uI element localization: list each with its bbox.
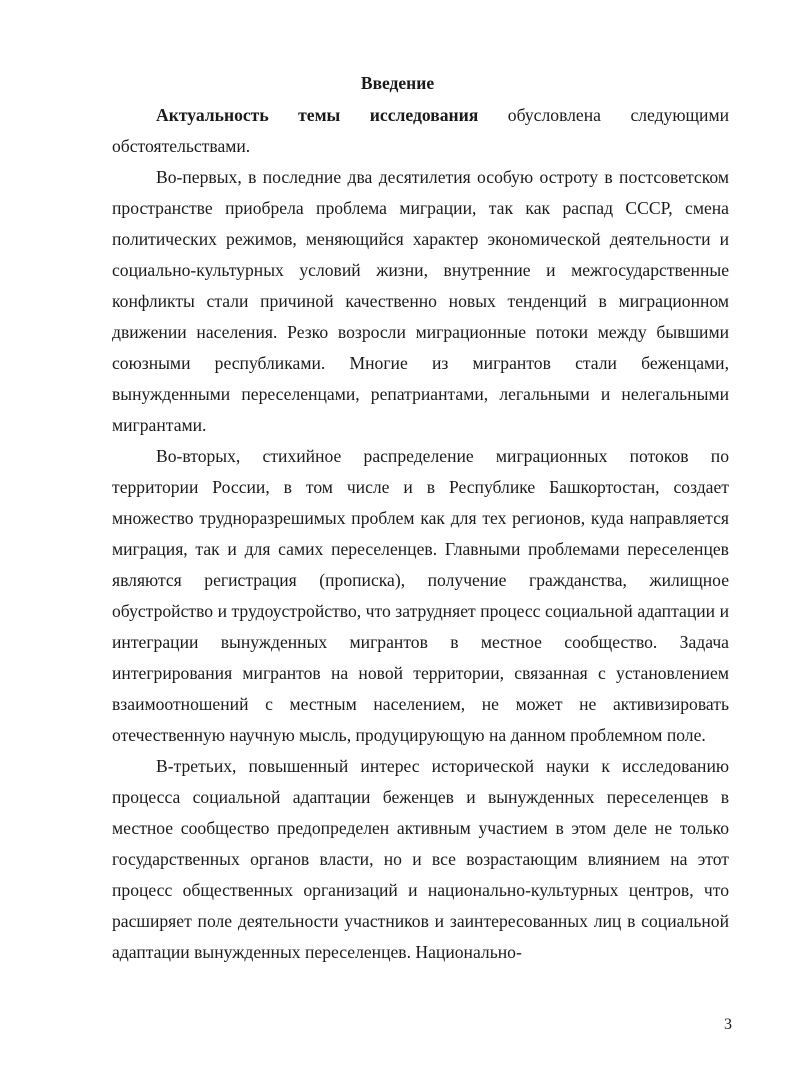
section-heading: Введение bbox=[360, 73, 435, 93]
paragraph-relevance bbox=[112, 100, 729, 162]
paragraph-text: обусловлена следующими обстоятельствами. bbox=[112, 105, 730, 156]
paragraph-lead: Актуальность темы исследования bbox=[156, 105, 479, 125]
paragraph-third: В-третьих, повышенный интерес исторической науки к исследованию процесса социальной адаптации беженцев и вынужденных переселенцев в местное сообщество предопределен активным участием в этом деле не только государственных органов власти, но и все возрастающим влиянием на этот процесс общественных организаций и национально-культурных центров, что расширяет поле деятельности участников и заинтересованных лиц в социальной адаптации вынужденных переселенцев. Национально- bbox=[112, 756, 729, 962]
paragraph-second: Во-вторых, стихийное распределение миграционных потоков по территории России, в том числе и в Республике Башкортостан, создает множество трудноразрешимых проблем как для тех регионов, куда направляется миграция, так и для самих переселенцев. Главными проблемами переселенцев являются регистрация (прописка), получение гражданства, жилищное обустройство и трудоустройство, что затрудняет процесс социальной адаптации и интеграции вынужденных мигрантов в местное сообщество. Задача интегрирования мигрантов на новой территории, связанная с установлением взаимоотношений с местным населением, не может не активизировать отечественную научную мысль, продуцирующую на данном проблемном поле. bbox=[112, 446, 729, 745]
body-text bbox=[112, 100, 729, 968]
page-number: 3 bbox=[724, 1016, 732, 1033]
paragraph-first: Во-первых, в последние два десятилетия особую остроту в постсоветском пространстве приобрела проблема миграции, так как распад СССР, смена политических режимов, меняющийся характер экономической деятельности и социально-культурных условий жизни, внутренние и межгосударственные конфликты стали причиной качественно новых тенденций в миграционном движении населения. Резко возросли миграционные потоки между бывшими союзными республиками. Многие из мигрантов стали беженцами, вынужденными переселенцами, репатриантами, легальными и нелегальными мигрантами. bbox=[112, 167, 729, 435]
